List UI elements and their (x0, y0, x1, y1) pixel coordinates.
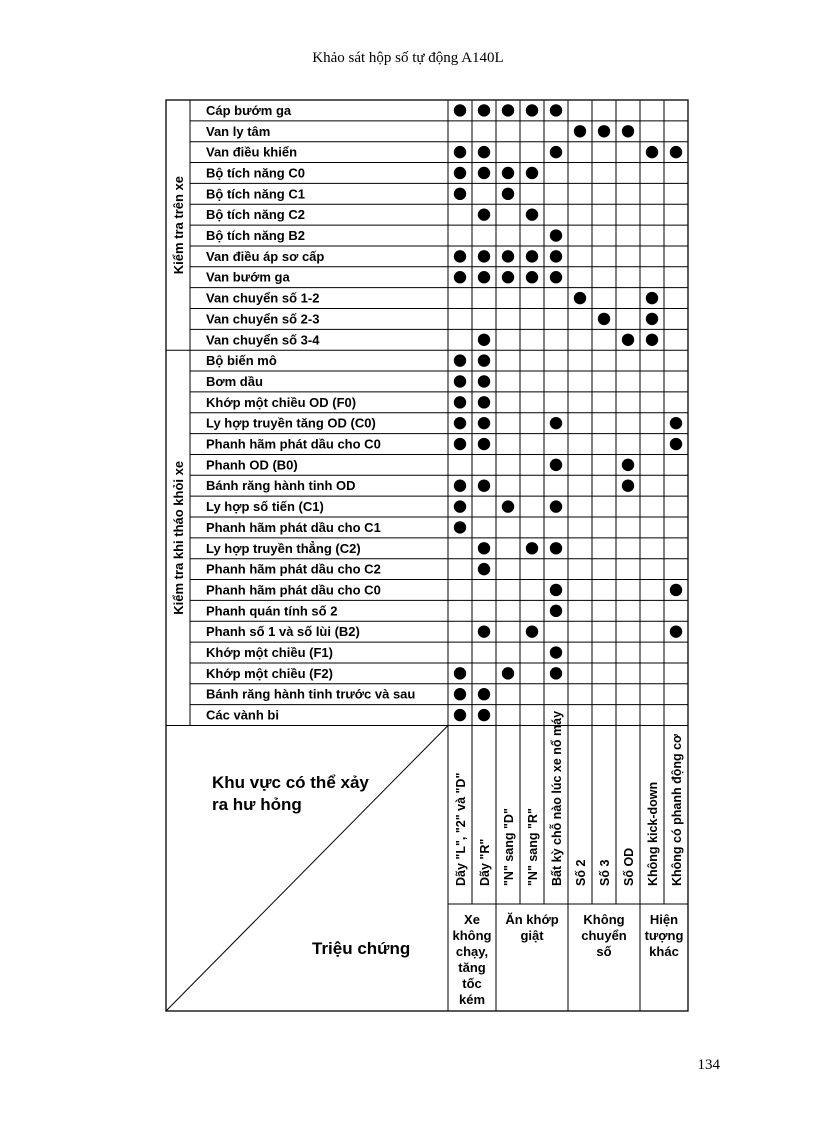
dot-mark (550, 500, 562, 512)
corner-area-label: Khu vực có thể xảy ra hư hỏng (212, 773, 369, 814)
dot-mark (550, 605, 562, 617)
dot-mark (550, 271, 562, 283)
component-label: Phanh hãm phát dầu cho C0 (206, 582, 381, 598)
component-label: Phanh hãm phát dầu cho C1 (206, 519, 381, 535)
symptom-column-label: Bất kỳ chỗ nào lúc xe nổ máy (550, 710, 564, 886)
component-label: Bộ tích năng C0 (206, 165, 305, 181)
dot-mark (550, 646, 562, 658)
dot-mark (478, 375, 490, 387)
dot-mark (478, 250, 490, 262)
dot-mark (670, 625, 682, 637)
dot-mark (670, 438, 682, 450)
dot-mark (478, 104, 490, 116)
dot-mark (670, 417, 682, 429)
dot-mark (622, 480, 634, 492)
dot-mark (550, 417, 562, 429)
dot-mark (454, 375, 466, 387)
component-label: Bánh răng hành tinh OD (206, 478, 356, 494)
symptom-column-label: Dãy "L", "2" và "D" (454, 772, 468, 886)
dot-mark (646, 334, 658, 346)
dot-mark (526, 250, 538, 262)
dot-mark (622, 459, 634, 471)
dot-mark (478, 208, 490, 220)
dot-mark (478, 334, 490, 346)
dot-mark (478, 271, 490, 283)
dot-mark (502, 271, 514, 283)
dot-mark (526, 167, 538, 179)
dot-mark (646, 292, 658, 304)
symptom-column-label: Dãy "R" (478, 838, 492, 886)
dot-mark (550, 229, 562, 241)
component-label: Phanh quán tính số 2 (206, 603, 338, 619)
dot-mark (478, 563, 490, 575)
component-label: Van điều áp sơ cấp (206, 248, 325, 264)
dot-mark (622, 334, 634, 346)
dot-mark (502, 250, 514, 262)
dot-mark (550, 542, 562, 554)
symptom-group-label: Ăn khớp giật (505, 912, 559, 943)
dot-mark (550, 104, 562, 116)
component-label: Van ly tâm (206, 123, 271, 139)
dot-mark (550, 667, 562, 679)
dot-mark (622, 125, 634, 137)
component-label: Ly hợp số tiến (C1) (206, 499, 324, 515)
dot-mark (550, 250, 562, 262)
component-label: Phanh số 1 và số lùi (B2) (206, 624, 360, 640)
component-label: Ly hợp truyền tăng OD (C0) (206, 415, 376, 431)
component-label: Khớp một chiều (F2) (206, 665, 333, 681)
dot-mark (454, 250, 466, 262)
dot-mark (502, 104, 514, 116)
component-label: Phanh OD (B0) (206, 457, 298, 473)
dot-mark (670, 584, 682, 596)
component-label: Bơm dầu (206, 373, 263, 389)
dot-mark (502, 188, 514, 200)
dot-mark (478, 354, 490, 366)
dot-mark (454, 500, 466, 512)
dot-mark (454, 354, 466, 366)
component-label: Phanh hãm phát dầu cho C2 (206, 561, 381, 577)
dot-mark (526, 542, 538, 554)
dot-mark (454, 709, 466, 721)
dot-mark (454, 688, 466, 700)
symptom-column-label: Số 3 (598, 859, 612, 886)
component-label: Van chuyển số 2-3 (206, 311, 320, 327)
dot-mark (454, 417, 466, 429)
dot-mark (646, 313, 658, 325)
dot-mark (502, 667, 514, 679)
dot-mark (454, 167, 466, 179)
page-number: 134 (697, 1057, 720, 1073)
dot-mark (478, 542, 490, 554)
dot-mark (574, 292, 586, 304)
component-label: Bộ tích năng C2 (206, 207, 305, 223)
component-label: Khớp một chiều (F1) (206, 645, 333, 661)
dot-mark (526, 208, 538, 220)
dot-mark (478, 709, 490, 721)
page-header: Khảo sát hộp số tự động A140L (312, 50, 504, 66)
dot-mark (454, 188, 466, 200)
component-label: Bánh răng hành tinh trước và sau (206, 686, 416, 702)
symptom-column-label: "N" sang "D" (502, 808, 516, 886)
dot-mark (526, 104, 538, 116)
dot-mark (502, 500, 514, 512)
dot-mark (526, 271, 538, 283)
symptom-column-label: Số OD (622, 847, 636, 886)
symptom-group-label: Không chuyển số (581, 912, 627, 959)
dot-mark (454, 667, 466, 679)
component-label: Bộ tích năng C1 (206, 186, 305, 202)
dot-mark (478, 625, 490, 637)
group-label: Kiểm tra trên xe (171, 175, 186, 275)
component-label: Bộ tích năng B2 (206, 228, 305, 244)
group-label: Kiểm tra khi tháo khỏi xe (171, 460, 186, 615)
component-label: Các vành bi (206, 707, 279, 723)
component-label: Van bướm ga (206, 269, 290, 285)
component-label: Van điều khiển (206, 144, 298, 160)
symptom-column-label: Không kick-down (646, 781, 660, 886)
grid-line (166, 726, 448, 1012)
dot-mark (454, 396, 466, 408)
dot-mark (478, 688, 490, 700)
dot-mark (598, 313, 610, 325)
component-label: Van chuyển số 1-2 (206, 290, 320, 306)
dot-mark (478, 480, 490, 492)
component-label: Ly hợp truyền thẳng (C2) (206, 540, 361, 556)
dot-mark (454, 104, 466, 116)
dot-mark (478, 396, 490, 408)
component-label: Bộ biến mô (206, 353, 277, 369)
symptom-column-label: Không có phanh động cơ (670, 734, 684, 886)
symptom-group-label: Hiện tượng khác (644, 912, 684, 959)
dot-mark (550, 459, 562, 471)
dot-mark (478, 417, 490, 429)
dot-mark (670, 146, 682, 158)
component-label: Van chuyển số 3-4 (206, 332, 320, 348)
dot-mark (502, 167, 514, 179)
dot-mark (646, 146, 658, 158)
component-label: Khớp một chiều OD (F0) (206, 394, 357, 410)
component-label: Phanh hãm phát dầu cho C0 (206, 436, 381, 452)
dot-mark (454, 438, 466, 450)
dot-mark (550, 584, 562, 596)
dot-mark (550, 146, 562, 158)
dot-mark (454, 146, 466, 158)
dot-mark (526, 625, 538, 637)
dot-mark (454, 480, 466, 492)
dot-mark (478, 146, 490, 158)
dot-mark (478, 438, 490, 450)
dot-mark (454, 271, 466, 283)
component-label: Cáp bướm ga (206, 102, 292, 118)
corner-symptom-label: Triệu chứng (312, 939, 411, 958)
symptom-column-label: "N" sang "R" (526, 808, 540, 886)
dot-mark (598, 125, 610, 137)
dot-mark (574, 125, 586, 137)
dot-mark (478, 167, 490, 179)
dot-mark (454, 521, 466, 533)
symptom-column-label: Số 2 (574, 859, 588, 886)
symptom-group-label: Xe không chạy, tăng tốc kém (452, 912, 492, 1007)
